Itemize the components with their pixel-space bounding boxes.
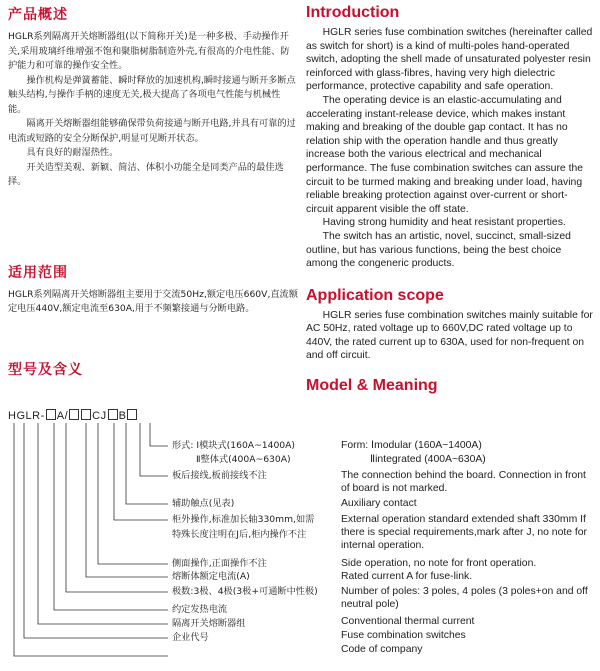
- model-code-prefix: HGLR-: [8, 410, 45, 422]
- model-item-en-thermal: Conventional thermal current: [341, 616, 475, 627]
- model-item-cn-thermal: 约定发热电流: [172, 604, 228, 615]
- model-item-en-ext: External operation standard extended shaft 330mm If there is special requirements,mark after J, no note for internal operation.: [341, 514, 588, 551]
- model-item-cn-fuse: 熔断体额定电流(A): [172, 571, 250, 582]
- model-item-en-form-1: Form: Ⅰmodular (160A~1400A): [341, 440, 482, 451]
- model-item-cn-company: 企业代号: [172, 632, 209, 643]
- intro-para-2: The operating device is an elastic-accumulating and accelerating instant-release device, which makes instant making and breaking of the double gap contact. It has no relation ship with the operation handle and thus greatly increase both the various electrical and mechanical performance. The fuse combination switches can assure the circuit to be turmed making and breaking under load, having reliable breaking protection against over-current or short-circuit apparent visible the off state.: [306, 94, 584, 215]
- model-item-en-aux: Auxiliary contact: [341, 498, 417, 509]
- model-item-en-company: Code of company: [341, 644, 423, 655]
- model-item-en-rear: The connection behind the board. Connection in front of board is not marked.: [341, 470, 586, 494]
- model-item-cn-ext-2: 特殊长度注明在J后,柜内操作不注: [172, 529, 307, 540]
- intro-para-1: HGLR series fuse combination switches (hereinafter called as switch for short) is a kind of multi-poles hand-operated switch, adopting the shell made of unsaturated polyester resin reinforced with glass-fibres, having very high dielectric performance, protective capability and safe operation.: [306, 27, 593, 93]
- model-item-en-form-2: Ⅱintegrated (400A~630A): [370, 454, 486, 465]
- intro-title: Introduction: [306, 4, 400, 21]
- model-item-cn-poles: 极数:3极、4极(3极+可通断中性极): [172, 586, 318, 597]
- model-item-cn-form-1: 形式: Ⅰ模块式(160A~1400A): [172, 440, 296, 451]
- scope-title-en: Application scope: [306, 286, 444, 304]
- model-item-en-fuse: Rated current A for fuse-link.: [341, 571, 473, 582]
- model-item-cn-rear: 板后接线,板前接线不注: [172, 470, 267, 481]
- model-item-cn-form-2: Ⅱ整体式(400A~630A): [196, 454, 291, 465]
- scope-para-cn: HGLR系列隔离开关熔断器组主要用于交流50Hz,额定电压660V,直流额定电压440V,额定电流至630A,用于不频繁接通与分断电路。: [8, 288, 298, 314]
- overview-para-cn-2: 操作机构是弹簧蓄能、瞬时释放的加速机构,瞬时接通与断开多断点触头结构,与操作手柄的速度无关,极大提高了各项电气性能与机械性能。: [8, 74, 296, 115]
- overview-para-cn-4: 具有良好的耐湿热性。: [26, 147, 119, 158]
- model-item-en-switch: Fuse combination switches: [341, 630, 466, 641]
- model-item-cn-ext-1: 柜外操作,标准加长轴330mm,如需: [172, 514, 315, 525]
- model-item-cn-aux: 辅助触点(见表): [172, 498, 235, 509]
- model-title-cn: 型号及含义: [8, 361, 83, 378]
- overview-para-cn-5: 开关造型美观、新颖、简洁、体积小功能全是同类产品的最佳选择。: [8, 161, 284, 187]
- intro-para-3: Having strong humidity and heat resistant properties.: [322, 217, 566, 229]
- model-code-b: B: [118, 410, 127, 422]
- model-code-sep: A/: [56, 410, 69, 422]
- overview-para-cn-1: HGLR系列隔离开关熔断器组(以下简称开关)是一种多极、手动操作开关,采用玻璃纤维增强不饱和聚脂树脂制造外壳,有很高的介电性能、防护能力和可靠的操作安全性。: [8, 31, 290, 71]
- model-item-cn-switch: 隔离开关熔断器组: [172, 618, 246, 629]
- scope-title-cn: 适用范围: [8, 264, 68, 281]
- overview-title-cn: 产品概述: [8, 7, 68, 23]
- model-title-en: Model & Meaning: [306, 377, 438, 395]
- model-item-cn-side: 侧面操作,正面操作不注: [172, 558, 267, 569]
- intro-para-4: The switch has an artistic, novel, succinct, small-sized outline, but has various functions, being the best choice among the congeneric products.: [306, 230, 571, 270]
- model-item-en-side: Side operation, no note for front operation.: [341, 558, 537, 569]
- model-code-letters: CJ: [92, 410, 107, 422]
- scope-para-en: HGLR series fuse combination switches mainly suitable for AC 50Hz, rated voltage up to 660V,DC rated voltage up to 440V, the rated current up to 630A, used for non-frequent on and off circuit.: [306, 309, 593, 362]
- right-column: [306, 4, 594, 399]
- model-item-en-poles: Number of poles: 3 poles, 4 poles (3 poles+on and off neutral pole): [341, 586, 588, 610]
- overview-para-cn-3: 隔离开关熔断器组能够确保带负荷接通与断开电路,并具有可靠的过电流或短路的安全分断保护,明显可见断开状态。: [8, 118, 296, 144]
